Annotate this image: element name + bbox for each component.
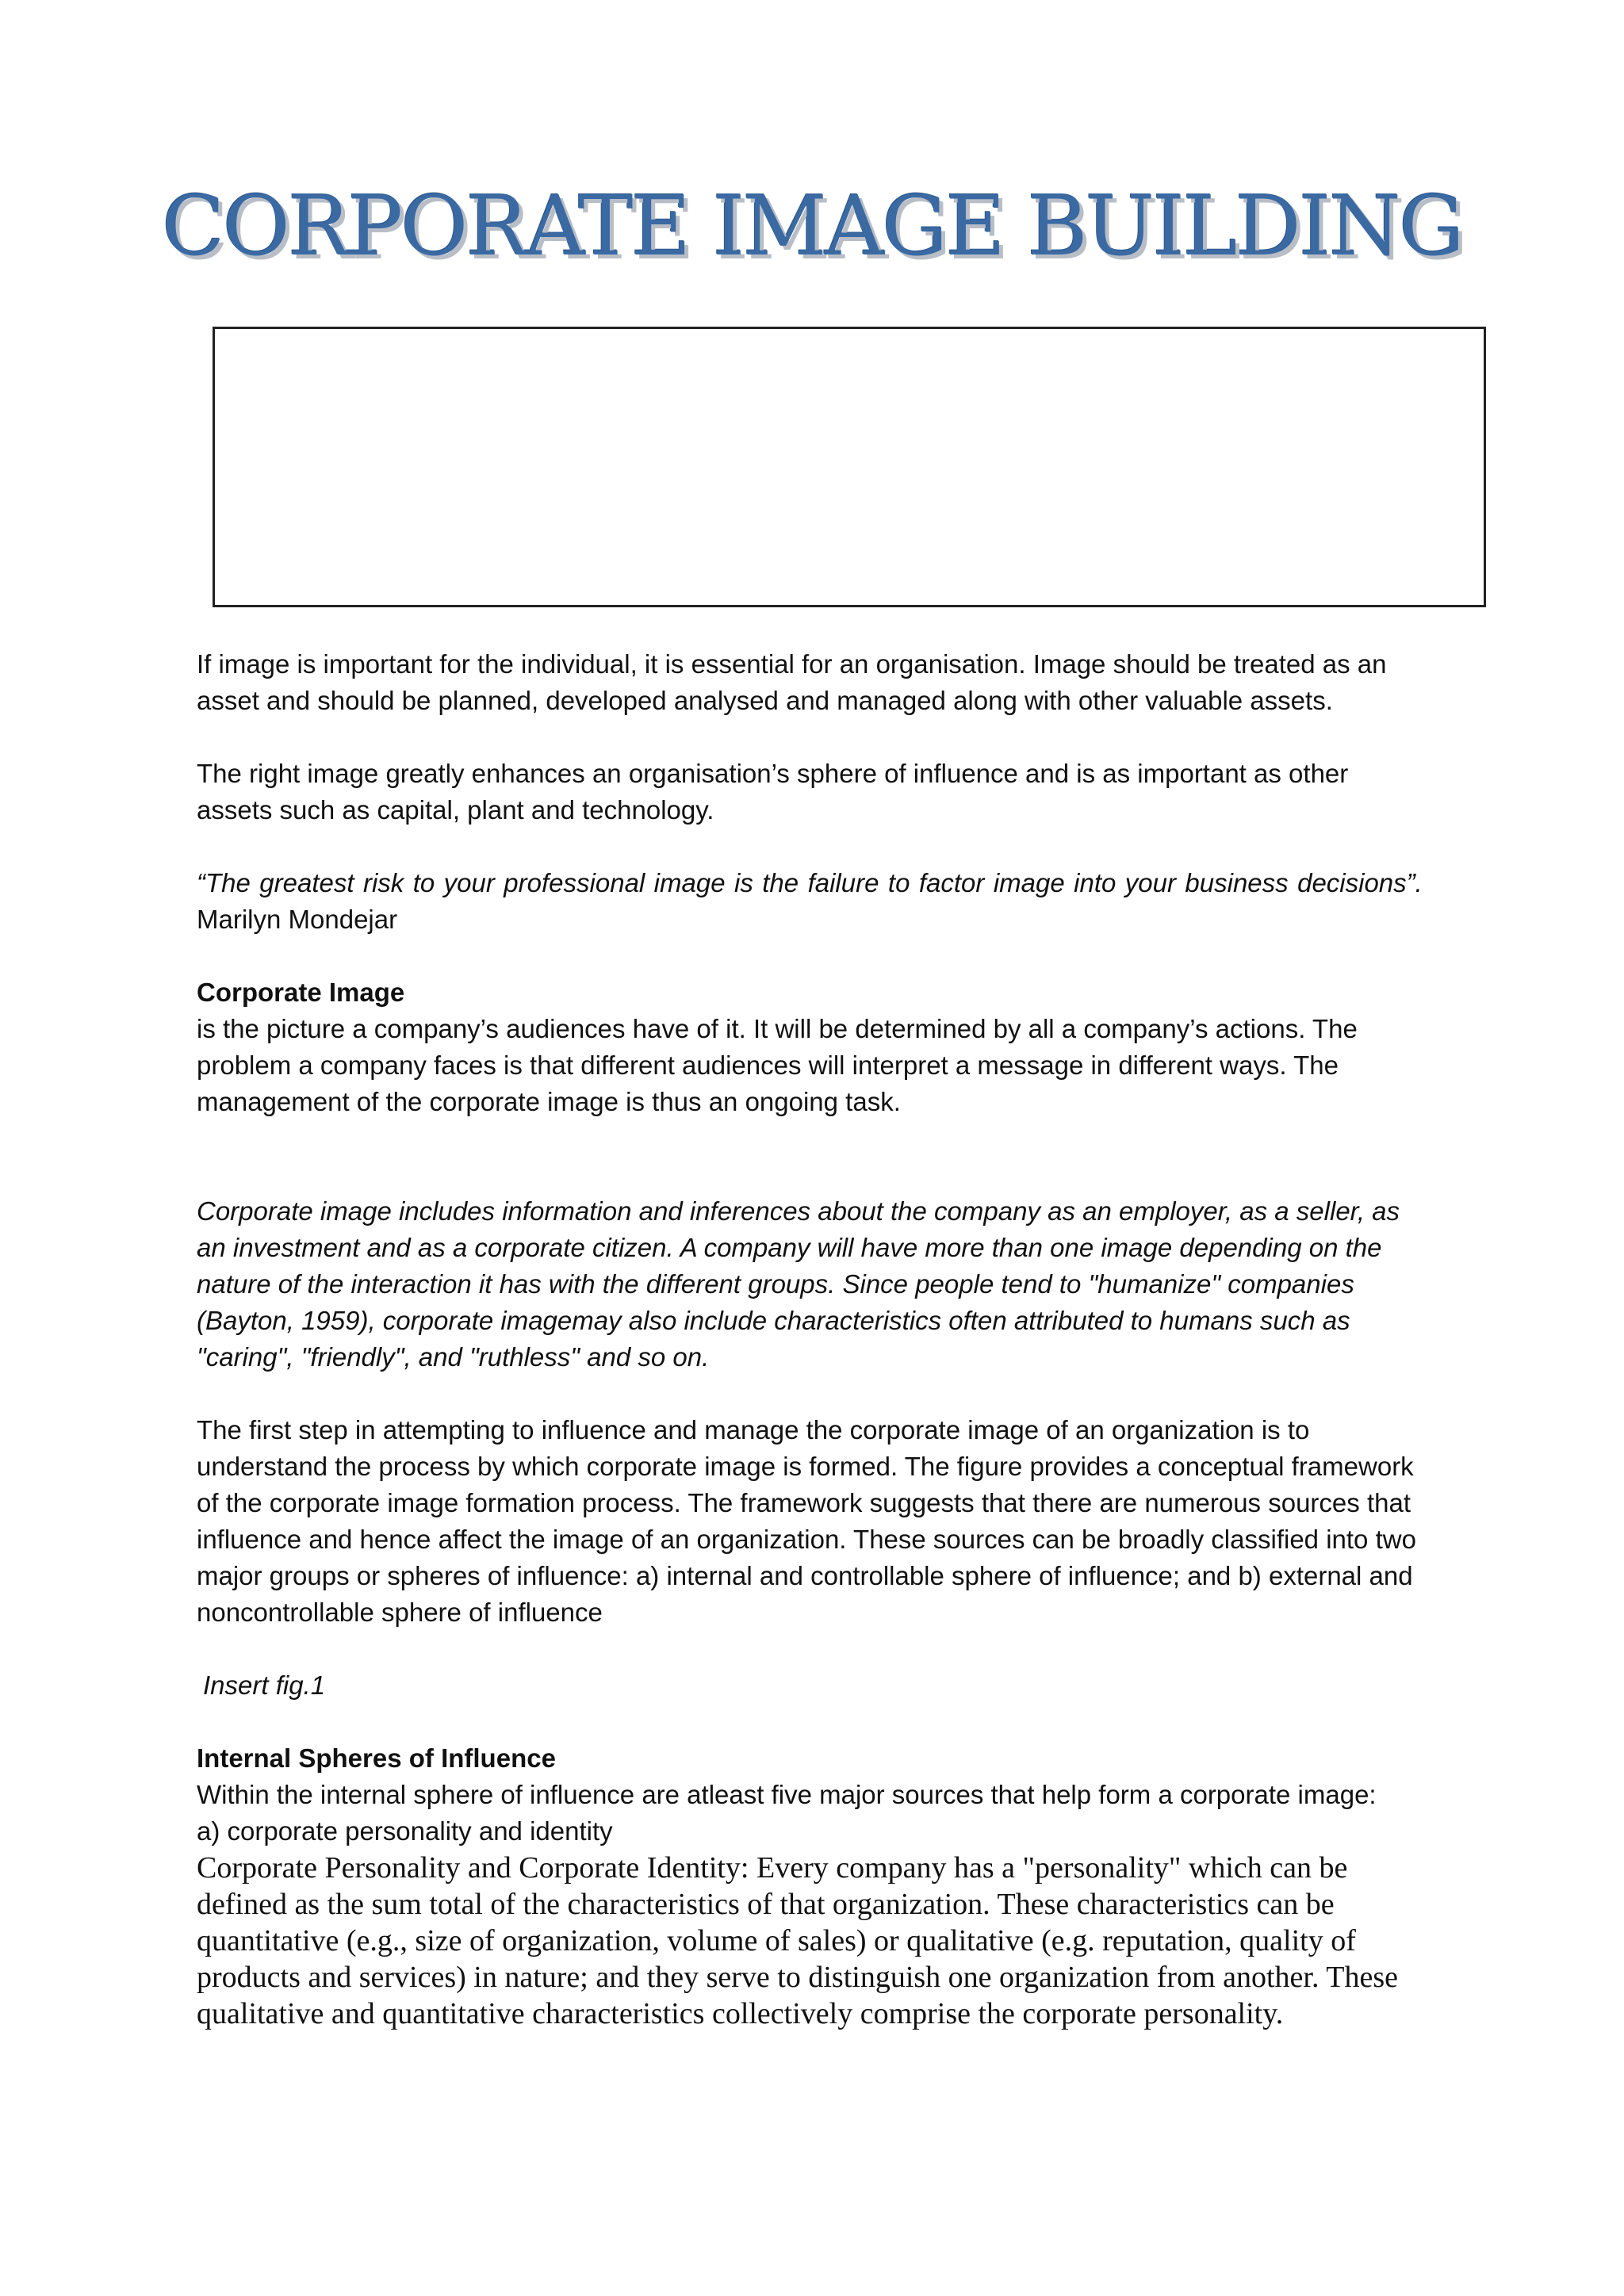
insert-figure-note: Insert fig.1: [203, 1670, 326, 1700]
quote-author: Marilyn Mondejar: [197, 905, 398, 934]
intro-paragraph: If image is important for the individual, it is essential for an organisation. Image should be treated as an asset and should be planned, developed analysed and managed along with other valuable assets.: [197, 649, 1387, 715]
document-title: CORPORATE IMAGE BUILDING: [162, 178, 1462, 274]
heading-internal-spheres: Internal Spheres of Influence: [197, 1743, 556, 1773]
internal-spheres-paragraph: Within the internal sphere of influence are atleast five major sources that help form a corporate image:: [197, 1780, 1377, 1809]
image-placeholder-frame: [213, 327, 1486, 607]
sphere-paragraph: The right image greatly enhances an organisation’s sphere of influence and is as important as other assets such as capital, plant and technology.: [197, 759, 1349, 825]
heading-corporate-image: Corporate Image: [197, 978, 405, 1007]
list-item-a: a) corporate personality and identity: [197, 1816, 613, 1846]
corporate-image-paragraph: is the picture a company’s audiences have of it. It will be determined by all a company’s actions. The problem a company faces is that different audiences will interpret a message in different ways. The management of the corporate image is thus an ongoing task.: [197, 1014, 1358, 1116]
corporate-image-italic-paragraph: Corporate image includes information and inferences about the company as an employer, as a seller, as an investment and as a corporate citizen. A company will have more than one image depending on the nature of the interaction it has with the different groups. Since people tend to "humanize" companies (Bayton, 1959), corporate imagemay also include characteristics often attributed to humans such as "caring", "friendly", and "ruthless" and so on.: [197, 1196, 1400, 1372]
quote-paragraph: [197, 865, 1430, 938]
corporate-personality-paragraph: Corporate Personality and Corporate Identity: Every company has a "personality" which can be defined as the sum total of the characteristics of that organization. These characteristics can be quantitative (e.g., size of organization, volume of sales) or qualitative (e.g. reputation, quality of products and services) in nature; and they serve to distinguish one organization from another. These qualitative and quantitative characteristics collectively comprise the corporate personality.: [197, 1851, 1399, 2030]
document-body: [197, 646, 1430, 2032]
framework-paragraph: The first step in attempting to influence and manage the corporate image of an organization is to understand the process by which corporate image is formed. The figure provides a conceptual framework of the corporate image formation process. The framework suggests that there are numerous sources that influence and hence affect the image of an organization. These sources can be broadly classified into two major groups or spheres of influence: a) internal and controllable sphere of influence; and b) external and noncontrollable sphere of influence: [197, 1415, 1416, 1627]
quote-text: “The greatest risk to your professional image is the failure to factor image into your business decisions”.: [197, 868, 1423, 897]
